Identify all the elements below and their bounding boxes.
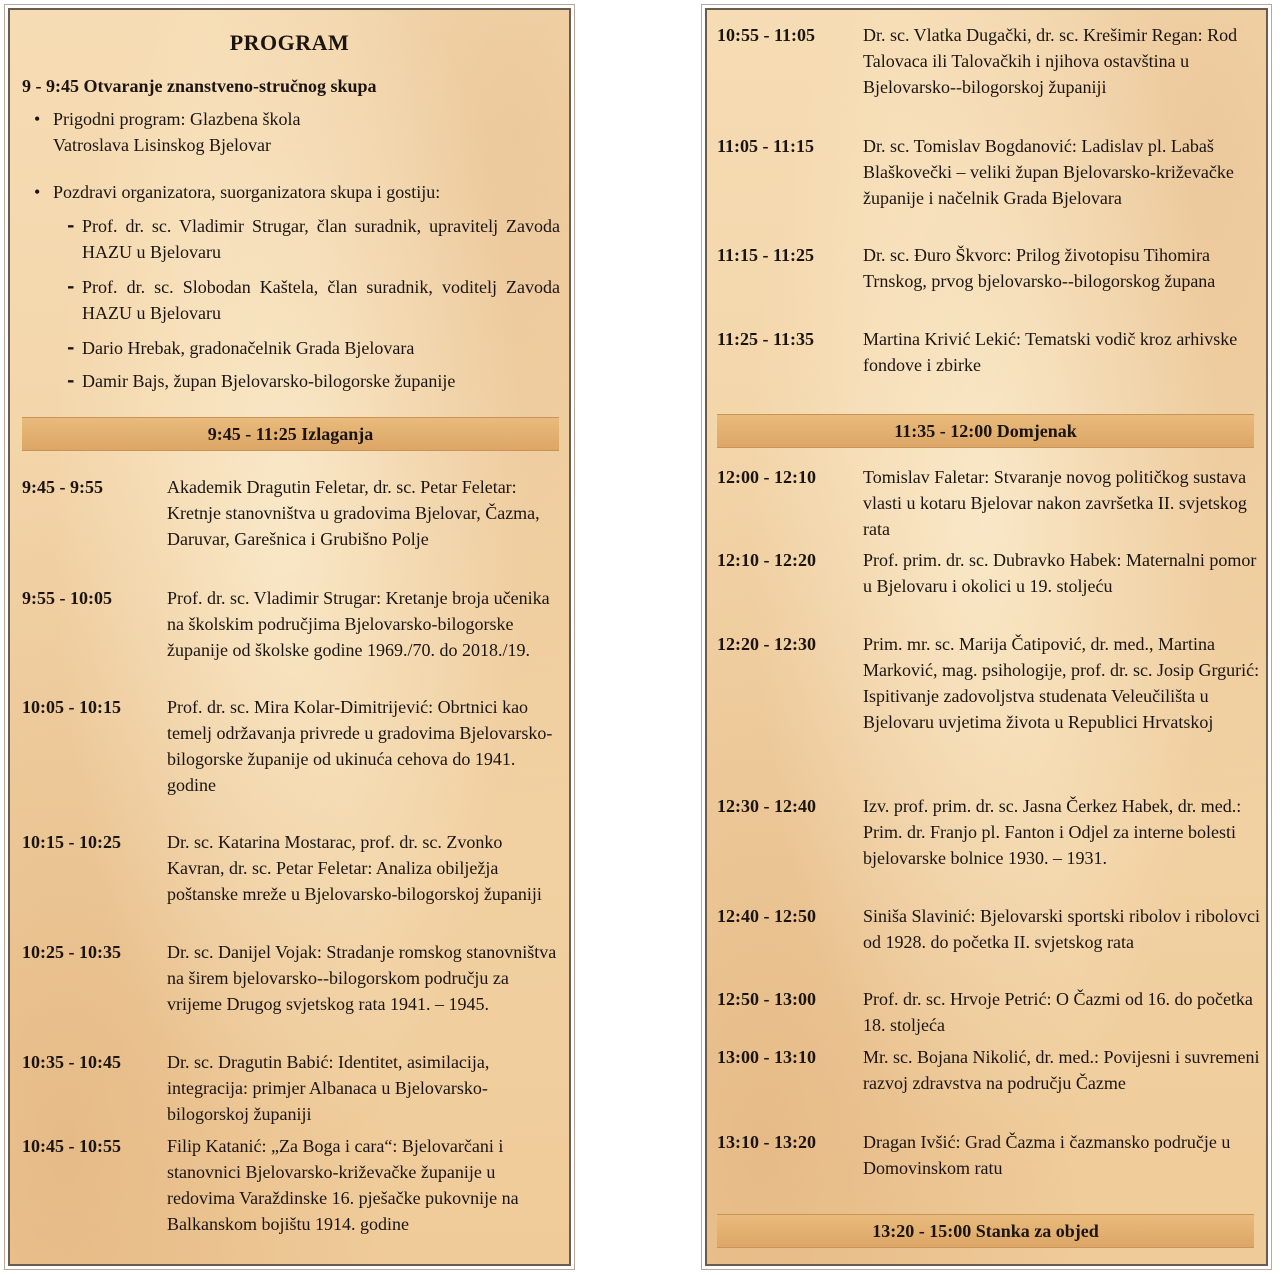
session-title: Filip Katanić: „Za Boga i cara“: Bjelovarčani i stanovnici Bjelovarsko-križevačke županije u redovima Varaždinske 16. pješačke pukovnije na Balkanskom bojištu 1914. godine: [167, 1136, 519, 1234]
session-time: 11:25 - 11:35: [717, 329, 814, 349]
session-title: Dr. sc. Katarina Mostarac, prof. dr. sc. Zvonko Kavran, dr. sc. Petar Feletar: Analiza obilježja poštanske mreže u Bjelovarsko-bilogorskoj županiji: [167, 832, 542, 904]
dash-icon: -: [67, 215, 75, 236]
session-title: Prim. mr. sc. Marija Čatipović, dr. med., Martina Marković, mag. psihologije, prof. dr. sc. Josip Grgurić: Ispitivanje zadovoljstva studenata Veleučilišta u Bjelovaru uvjetima života u Republici Hrvatskoj: [863, 634, 1260, 732]
session-title: Akademik Dragutin Feletar, dr. sc. Petar Feletar: Kretnje stanovništva u gradovima Bjelovar, Čazma, Daruvar, Garešnica i Grubišno Polje: [167, 477, 540, 549]
session-time: 12:50 - 13:00: [717, 989, 816, 1009]
greeting-hrebak: Dario Hrebak, gradonačelnik Grada Bjelovara: [82, 338, 415, 358]
section-band-lunch: 13:20 - 15:00 Stanka za objed: [717, 1214, 1254, 1248]
session-title: Dr. sc. Tomislav Bogdanović: Ladislav pl. Labaš Blaškovečki – veliki župan Bjelovarsko-križevačke županije i načelnik Grada Bjelovara: [863, 136, 1234, 208]
session-time: 10:05 - 10:15: [22, 697, 121, 717]
bullet-item-greetings: Pozdravi organizatora, suorganizatora skupa i gostiju:: [53, 182, 441, 202]
section-band-reception: 11:35 - 12:00 Domjenak: [717, 414, 1254, 448]
dash-icon: -: [67, 276, 75, 297]
session-title: Dragan Ivšić: Grad Čazma i čazmansko područje u Domovinskom ratu: [863, 1132, 1231, 1178]
greeting-strugar: Prof. dr. sc. Vladimir Strugar, član suradnik, upravitelj Zavoda HAZU u Bjelovaru: [82, 216, 560, 262]
session-title: Dr. sc. Danijel Vojak: Stradanje romskog stanovništva na širem bjelovarsko--bilogorskom području za vrijeme Drugog svjetskog rata 1941. – 1945.: [167, 942, 557, 1014]
right-program-panel: [705, 8, 1268, 1266]
session-time: 9:55 - 10:05: [22, 588, 112, 608]
opening-heading: 9 - 9:45 Otvaranje znanstveno-stručnog skupa: [22, 76, 377, 96]
session-time: 12:40 - 12:50: [717, 906, 816, 926]
session-time: 12:00 - 12:10: [717, 467, 816, 487]
session-title: Dr. sc. Đuro Škvorc: Prilog životopisu Tihomira Trnskog, prvog bjelovarsko--bilogorskog župana: [863, 245, 1216, 291]
session-title: Martina Krivić Lekić: Tematski vodič kroz arhivske fondove i zbirke: [863, 329, 1238, 375]
program-title: PROGRAM: [229, 30, 350, 55]
greeting-bajs: Damir Bajs, župan Bjelovarsko-bilogorske županije: [82, 371, 456, 391]
session-time: 12:30 - 12:40: [717, 796, 816, 816]
session-title: Siniša Slavinić: Bjelovarski sportski ribolov i ribolovci od 1928. do početka II. svjetskog rata: [863, 906, 1260, 952]
dash-icon: -: [67, 370, 75, 391]
session-title: Dr. sc. Dragutin Babić: Identitet, asimilacija, integracija: primjer Albanaca u Bjelovarsko-bilogorskoj županiji: [167, 1052, 490, 1124]
session-time: 9:45 - 9:55: [22, 477, 103, 497]
session-time: 10:55 - 11:05: [717, 25, 815, 45]
session-title: Izv. prof. prim. dr. sc. Jasna Čerkez Habek, dr. med.: Prim. dr. Franjo pl. Fanton i Odjel za interne bolesti bjelovarske bolnice 1930. – 1931.: [863, 796, 1242, 868]
session-time: 10:15 - 10:25: [22, 832, 121, 852]
session-time: 10:35 - 10:45: [22, 1052, 121, 1072]
session-time: 13:00 - 13:10: [717, 1047, 816, 1067]
dash-icon: -: [67, 337, 75, 358]
greeting-kastela: Prof. dr. sc. Slobodan Kaštela, član suradnik, voditelj Zavoda HAZU u Bjelovaru: [82, 277, 560, 323]
session-title: Prof. dr. sc. Hrvoje Petrić: O Čazmi od 16. do početka 18. stoljeća: [863, 989, 1253, 1035]
left-program-panel: [8, 8, 571, 1266]
session-time: 12:10 - 12:20: [717, 550, 816, 570]
session-time: 12:20 - 12:30: [717, 634, 816, 654]
session-time: 10:45 - 10:55: [22, 1136, 121, 1156]
session-time: 10:25 - 10:35: [22, 942, 121, 962]
session-title: Tomislav Faletar: Stvaranje novog političkog sustava vlasti u kotaru Bjelovar nakon završetka II. svjetskog rata: [863, 467, 1247, 539]
bullet-icon: •: [34, 109, 41, 129]
session-time: 11:05 - 11:15: [717, 136, 814, 156]
session-title: Prof. dr. sc. Mira Kolar-Dimitrijević: Obrtnici kao temelj održavanja privrede u gradovima Bjelovarsko-bilogorske županije od ukinuća cehova do 1941. godine: [167, 697, 553, 795]
session-title: Mr. sc. Bojana Nikolić, dr. med.: Povijesni i suvremeni razvoj zdravstva na području Čazme: [863, 1047, 1260, 1093]
bullet-item-music-program: Prigodni program: Glazbena škola Vatroslava Lisinskog Bjelovar: [53, 109, 301, 155]
session-title: Dr. sc. Vlatka Dugački, dr. sc. Krešimir Regan: Rod Talovaca ili Talovačkih i njihova ostavština u Bjelovarsko--bilogorskoj županiji: [863, 25, 1238, 97]
session-time: 13:10 - 13:20: [717, 1132, 816, 1152]
session-time: 11:15 - 11:25: [717, 245, 814, 265]
session-title: Prof. dr. sc. Vladimir Strugar: Kretanje broja učenika na školskim područjima Bjelovarsko-bilogorske županije od školske godine 1969./70. do 2018./19.: [167, 588, 550, 660]
bullet-icon: •: [34, 182, 41, 202]
session-title: Prof. prim. dr. sc. Dubravko Habek: Maternalni pomor u Bjelovaru i okolici u 19. stoljeću: [863, 550, 1257, 596]
section-band-talks: 9:45 - 11:25 Izlaganja: [22, 417, 559, 451]
